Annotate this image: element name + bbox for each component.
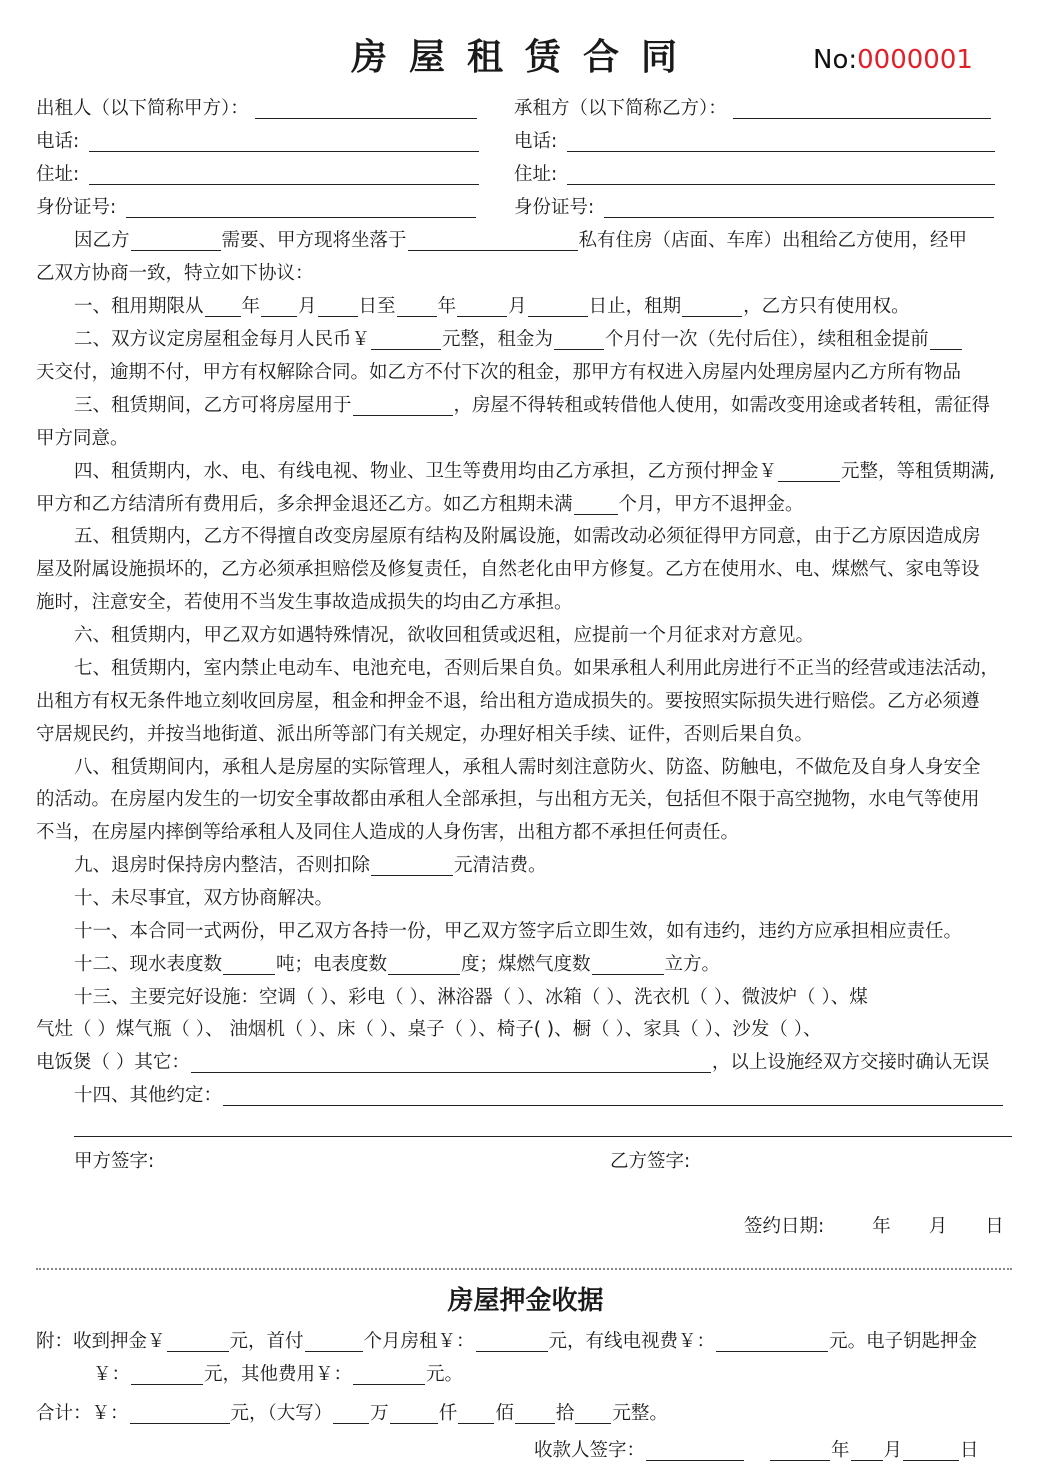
lessor-label: 出租人（以下简称甲方）： — [36, 98, 249, 119]
other-agreement-field-2[interactable] — [74, 1136, 1012, 1137]
clause-9 — [74, 853, 547, 879]
lessor-phone-label: 电话: — [36, 131, 80, 152]
water-reading-field[interactable] — [223, 956, 275, 975]
monthly-rent-field[interactable] — [371, 331, 441, 350]
receipt-wan: 万 — [370, 1403, 389, 1424]
clause-8-line-2: 的活动。在房屋内发生的一切安全事故都由承租人全部承担，与出租方无关，包括但不限于高空抛物，水电气等使用 — [36, 789, 980, 810]
total-qian-field[interactable] — [390, 1405, 438, 1424]
clause-9-text-b: 元清洁费。 — [454, 855, 547, 876]
clause-3-text-a: 三、租赁期间，乙方可将房屋用于 — [74, 395, 352, 416]
lessor-row — [36, 96, 478, 122]
signing-date — [744, 1214, 1004, 1240]
clause-1-month: 月 — [298, 296, 317, 317]
intro-location-field[interactable] — [408, 232, 578, 251]
lessee-id-row — [514, 195, 995, 221]
cut-line-divider — [36, 1268, 1012, 1270]
receipt-deposit-field[interactable] — [167, 1333, 229, 1352]
receipt-shi: 拾 — [555, 1403, 575, 1424]
clause-14 — [74, 1083, 1004, 1109]
clause-3-text-b: ，房屋不得转租或转借他人使用，如需改变用途或者转租，需征得 — [453, 395, 991, 416]
clause-3-line-1 — [74, 393, 990, 419]
receipt-text-b: 元，首付 — [229, 1331, 304, 1352]
receipt-text-c: 个月房租￥： — [363, 1331, 475, 1352]
receipt-bai: 佰 — [495, 1403, 514, 1424]
receipt-day: 日 — [960, 1440, 979, 1461]
end-month-field[interactable] — [457, 298, 507, 317]
lessee-id-label: 身份证号: — [514, 197, 595, 218]
lessor-id-row — [36, 195, 477, 221]
clause-12-text-d: 立方。 — [664, 954, 721, 975]
intro-text-a: 因乙方 — [74, 230, 130, 251]
receipt-title: 房屋押金收据 — [447, 1286, 604, 1316]
clause-1-year-2: 年 — [437, 296, 457, 317]
lessor-phone-row — [36, 129, 480, 155]
clause-5-line-1: 五、租赁期内，乙方不得擅自改变房屋原有结构及附属设施，如需改动必须征得甲方同意，由于乙方原因造成房 — [74, 526, 981, 547]
receipt-day-field[interactable] — [903, 1442, 959, 1461]
receipt-text-g: 元，其他费用￥： — [204, 1364, 353, 1385]
receipt-text-e: 元。电子钥匙押金 — [829, 1331, 978, 1352]
clause-4-text-d: 个月，甲方不退押金。 — [618, 494, 804, 515]
clause-4-line-2 — [36, 492, 804, 518]
intro-purpose-field[interactable] — [131, 232, 221, 251]
clause-4-text-a: 四、租赁期内，水、电、有线电视、物业、卫生等费用均由乙方承担，乙方预付押金￥ — [74, 461, 778, 482]
lessor-id-field[interactable] — [126, 199, 476, 218]
receipt-rent-field[interactable] — [476, 1333, 548, 1352]
clause-12-text-a: 十二、现水表度数 — [74, 954, 223, 975]
other-facilities-field[interactable] — [191, 1054, 711, 1073]
receipt-yuan: 元整。 — [612, 1403, 668, 1424]
clause-7-line-1: 七、租赁期内，室内禁止电动车、电池充电，否则后果自负。如果承租人利用此房进行不正当的经营或违法活动， — [74, 658, 1000, 679]
usage-field[interactable] — [353, 397, 453, 416]
clause-6: 六、租赁期内，甲乙双方如遇特殊情况，欲收回租赁或迟租，应提前一个月征求对方意见。 — [74, 625, 815, 646]
start-month-field[interactable] — [261, 298, 297, 317]
receipt-text-a: 附：收到押金￥ — [36, 1331, 166, 1352]
clause-7-line-2: 出租方有权无条件地立刻收回房屋，租金和押金不退，给出租方造成损失的。要按照实际损失进行赔偿。乙方必须遵 — [36, 691, 980, 712]
clause-9-text-a: 九、退房时保持房内整洁，否则扣除 — [74, 855, 371, 876]
clause-5-line-2: 屋及附属设施损坏的，乙方必须承担赔偿及修复责任，自然老化由甲方修复。乙方在使用水、电、煤燃气、家电等设 — [36, 559, 980, 580]
receipt-text-d: 元，有线电视费￥： — [548, 1331, 716, 1352]
intro-line-1 — [74, 228, 967, 254]
intro-text-b: 需要、甲方现将坐落于 — [221, 230, 407, 251]
receipt-text-h: 元。 — [426, 1364, 464, 1385]
contract-number-value: 0000001 — [857, 45, 973, 75]
clause-12-text-c: 度；煤燃气度数 — [461, 954, 591, 975]
payment-months-field[interactable] — [554, 331, 604, 350]
receipt-year: 年 — [831, 1440, 850, 1461]
clause-13-text-a: 电饭煲（ ）其它： — [36, 1052, 190, 1073]
clause-1-year: 年 — [241, 296, 261, 317]
signing-day: 日 — [985, 1216, 1004, 1237]
clause-13-line-1: 十三、主要完好设施：空调（ ）、彩电（ ）、淋浴器（ ）、冰箱（ ）、洗衣机（ ）、微波炉（ ）、煤 — [74, 987, 868, 1008]
lessee-row — [514, 96, 992, 122]
end-day-field[interactable] — [528, 298, 588, 317]
advance-days-field[interactable] — [930, 331, 962, 350]
lessee-label: 承租方（以下简称乙方）： — [514, 98, 727, 119]
receipt-signature-line — [534, 1438, 979, 1464]
receiver-signature-field[interactable] — [646, 1442, 744, 1461]
clause-1-month-2: 月 — [508, 296, 527, 317]
contract-title: 房屋租赁合同 — [350, 37, 699, 78]
clause-2-line-2: 天交付，逾期不付，甲方有权解除合同。如乙方不付下次的租金，那甲方有权进入房屋内处理房屋内乙方所有物品 — [36, 362, 962, 383]
receipt-total-field[interactable] — [130, 1405, 230, 1424]
clause-8-line-3: 不当，在房屋内摔倒等给承租人及同住人造成的人身伤害，出租方都不承担任何责任。 — [36, 822, 740, 843]
lessee-phone-row — [514, 129, 996, 155]
intro-line-2: 乙双方协商一致，特立如下协议： — [36, 263, 314, 284]
clause-1-text-e: 日止，租期 — [588, 296, 682, 317]
signing-month: 月 — [928, 1216, 948, 1237]
clause-2-text-a: 二、双方议定房屋租金每月人民币￥ — [74, 329, 371, 350]
lessee-address-label: 住址: — [514, 164, 558, 185]
signing-date-label: 签约日期: — [744, 1216, 825, 1237]
lessee-field[interactable] — [733, 100, 991, 119]
receipt-month: 月 — [883, 1440, 903, 1461]
start-day-field[interactable] — [318, 298, 358, 317]
clause-7-line-3: 守居规民约，并按当地街道、派出所等部门有关规定，办理好相关手续、证件，否则后果自负。 — [36, 724, 814, 745]
lessor-field[interactable] — [255, 100, 477, 119]
clause-14-label: 十四、其他约定： — [74, 1085, 223, 1106]
lease-term-field[interactable] — [682, 298, 742, 317]
contract-number-label: No: — [813, 45, 858, 75]
receipt-cable-fee-field[interactable] — [716, 1333, 828, 1352]
other-agreement-field[interactable] — [223, 1087, 1003, 1106]
clause-12-text-b: 吨；电表度数 — [276, 954, 388, 975]
receiver-signature-label: 收款人签字： — [534, 1440, 646, 1461]
receipt-year-field[interactable] — [770, 1442, 830, 1461]
clause-3-line-2: 甲方同意。 — [36, 428, 129, 449]
clause-12 — [74, 952, 720, 978]
lessee-id-field[interactable] — [604, 199, 994, 218]
receipt-total-label: 合计：￥： — [36, 1403, 129, 1424]
gas-reading-field[interactable] — [592, 956, 664, 975]
receipt-line-1 — [36, 1329, 977, 1355]
clause-13-line-3 — [36, 1050, 989, 1076]
receipt-month-field[interactable] — [851, 1442, 883, 1461]
lessee-address-field[interactable] — [567, 166, 995, 185]
total-bai-field[interactable] — [458, 1405, 494, 1424]
receipt-text-i: 元，（大写） — [230, 1403, 333, 1424]
lessor-phone-field[interactable] — [89, 133, 479, 152]
end-year-field[interactable] — [397, 298, 437, 317]
total-wan-field[interactable] — [333, 1405, 369, 1424]
clause-4-text-b: 元整，等租赁期满, — [841, 461, 995, 482]
clause-1 — [74, 294, 910, 320]
start-year-field[interactable] — [205, 298, 241, 317]
clause-1-text-a: 一、租用期限从 — [74, 296, 204, 317]
min-months-field[interactable] — [574, 496, 618, 515]
clause-13-text-b: ，以上设施经双方交接时确认无误 — [711, 1052, 990, 1073]
total-shi-field[interactable] — [515, 1405, 555, 1424]
lessee-phone-field[interactable] — [567, 133, 995, 152]
lessor-address-label: 住址: — [36, 164, 80, 185]
receipt-key-deposit-field[interactable] — [131, 1366, 203, 1385]
clause-4-line-1 — [74, 459, 995, 485]
clause-11: 十一、本合同一式两份，甲乙双方各持一份，甲乙双方签字后立即生效，如有违约，违约方应承担相应责任。 — [74, 921, 963, 942]
electric-reading-field[interactable] — [388, 956, 460, 975]
lessor-id-label: 身份证号: — [36, 197, 117, 218]
cleaning-fee-field[interactable] — [371, 857, 453, 876]
total-yuan-field[interactable] — [575, 1405, 611, 1424]
intro-text-c: 私有住房（店面、车库）出租给乙方使用，经甲 — [578, 230, 968, 251]
clause-1-day-to: 日至 — [358, 296, 396, 317]
receipt-other-fee-field[interactable] — [353, 1366, 425, 1385]
clause-2-line-1 — [74, 327, 963, 353]
clause-5-line-3: 施时，注意安全，若使用不当发生事故造成损失的均由乙方承担。 — [36, 592, 573, 613]
receipt-months-field[interactable] — [305, 1333, 363, 1352]
contract-number — [813, 42, 973, 78]
party-a-signature: 甲方签字: — [74, 1151, 155, 1172]
lessee-phone-label: 电话: — [514, 131, 558, 152]
clause-1-text-f: ，乙方只有使用权。 — [743, 296, 910, 317]
lessor-address-field[interactable] — [89, 166, 479, 185]
clause-2-text-b: 元整，租金为 — [442, 329, 554, 350]
clause-10: 十、未尽事宜，双方协商解决。 — [74, 888, 334, 909]
receipt-total-line — [36, 1401, 668, 1427]
lessee-address-row — [514, 162, 996, 188]
signing-year: 年 — [872, 1216, 891, 1237]
clause-4-text-c: 甲方和乙方结清所有费用后，多余押金退还乙方。如乙方租期未满 — [36, 494, 573, 515]
receipt-text-f: ￥： — [93, 1364, 131, 1385]
lessor-address-row — [36, 162, 480, 188]
clause-13-line-2: 气灶（ ）煤气瓶（ ）、 油烟机（ ）、床（ ）、桌子（ ）、椅子( )、橱（ ）、家具（ ）、沙发（ ）、 — [36, 1019, 822, 1040]
clause-2-text-c: 个月付一次（先付后住），续租租金提前 — [605, 329, 929, 350]
party-b-signature: 乙方签字: — [610, 1151, 691, 1172]
receipt-line-2 — [93, 1362, 463, 1388]
receipt-qian: 仟 — [438, 1403, 458, 1424]
clause-8-line-1: 八、租赁期间内，承租人是房屋的实际管理人，承租人需时刻注意防火、防盗、防触电，不做危及自身人身安全 — [74, 757, 981, 778]
deposit-field[interactable] — [778, 463, 840, 482]
